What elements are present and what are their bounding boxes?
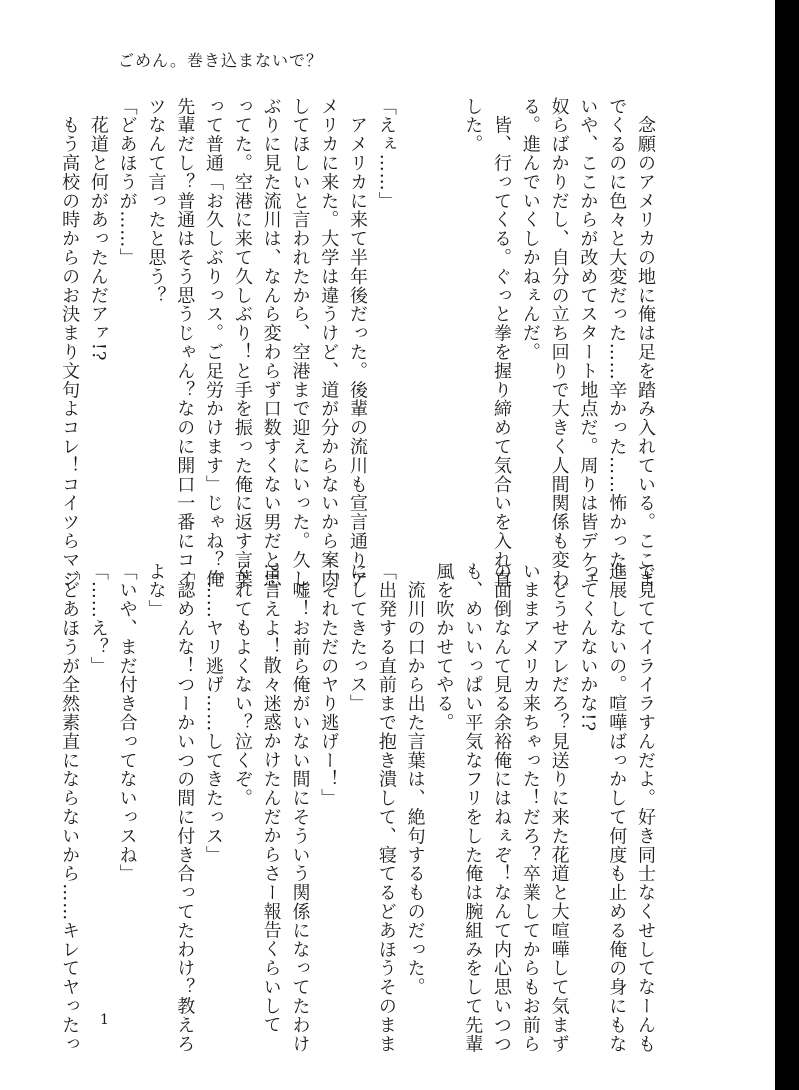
text-column: ぶりに見た流川は、なんら変わらず口数すくない男だと思 [260,97,282,589]
text-column: 先輩だし？普通はそう思うじゃん？なのに開口一番にコイ [174,97,196,589]
text-column: いや、ここからが改めてスタート地点だ。周りは皆デケェ [577,97,599,589]
text-column: ってた。空港に来て久しぶり！と手を振った俺に返す言葉 [231,97,253,589]
text-column: ってくんないかな!? [577,562,599,732]
text-column: くれてもよくない？泣くぞ。 [231,562,253,808]
text-column: 進展しないの。喧嘩ばっかして何度も止める俺の身にもな [606,562,628,1054]
text-column: 奴らばかりだし、自分の立ち回りで大きく人間関係も変わ [548,97,570,589]
text-block-top [54,97,659,589]
text-column: ツなんて言ったと思う？ [145,97,167,305]
text-column: 皆、行ってくる。ぐっと拳を握り締めて気合いを入れ直 [491,97,513,589]
text-column: 「……え？」 [87,562,109,676]
text-column: でくるのに色々と大変だった……辛かった……怖かった。 [606,97,628,589]
text-column: 「出発する直前まで抱き潰して、寝てるどあほうそのまま [375,562,397,1054]
text-column: 風を吹かせてやる。 [433,562,455,733]
text-column: 「どあほうが……」 [116,97,138,268]
page-header: ごめん。巻き込まないで？ [118,51,323,70]
text-column: もう高校の時からのお決まり文句よコレ！コイツらマジ [59,97,81,589]
text-column: アメリカに来て半年後だった。後輩の流川も宣言通りア [347,97,369,589]
text-column: 「……ヤリ逃げ……してきたっス」 [203,562,225,865]
text-column: メリカに来た。大学は違うけど、道が分からないから案内 [318,97,340,589]
right-edge-bar [775,0,799,1090]
text-column: した。 [462,97,484,154]
text-column: も、めいいっぱい平気なフリをした俺は腕組みをして先輩 [462,562,484,1054]
text-column [429,97,458,527]
text-column: 「えぇ……」 [375,97,397,211]
text-column: 「いや、まだ付き合ってないっスね」 [116,562,138,884]
text-column: 嘘！お前ら俺がいない間にそういう関係になってたわけ [289,562,311,1054]
text-column: どうせアレだろ？見送りに来た花道と大喧嘩して気まず [548,562,570,1054]
text-column: で見ててイライラすんだよ。好き同士なくせしてなーんも [635,562,656,1054]
text-block-bottom [54,562,659,1054]
text-column: 「どあほうが全然素直にならないから……キレてヤったっ [59,562,81,1054]
text-column: にしてきたっス」 [347,562,369,714]
text-column: の面倒なんて見る余裕俺にはねぇぞ！なんて内心思いつつ [491,562,513,1054]
text-column: 「認めんな！つーかいつの間に付き合ってたわけ？教えろ [174,562,196,1054]
text-column [400,97,429,527]
text-column: よな」 [145,562,167,619]
text-column: ?!言えよ！散々迷惑かけたんだからさー報告くらいして [260,562,282,1035]
text-column: る。進んでいくしかねぇんだ。 [519,97,541,362]
text-column: してほしいと言われたから、空港まで迎えにいった。久し [289,97,311,589]
text-column: 花道と何があったんだアァ!? [87,97,109,362]
text-column: 流川の口から出た言葉は、絶句するものだった。 [404,562,426,997]
text-column: って普通「お久しぶりっス。ご足労かけます」じゃね？俺 [203,97,225,589]
page-number: 1 [100,1012,109,1028]
text-column: 念願のアメリカの地に俺は足を踏み入れている。ここま [635,97,656,589]
text-column: いままアメリカ来ちゃった！だろ？卒業してからもお前ら [519,562,541,1054]
text-column: 「それただのヤり逃げー！」 [318,562,340,808]
